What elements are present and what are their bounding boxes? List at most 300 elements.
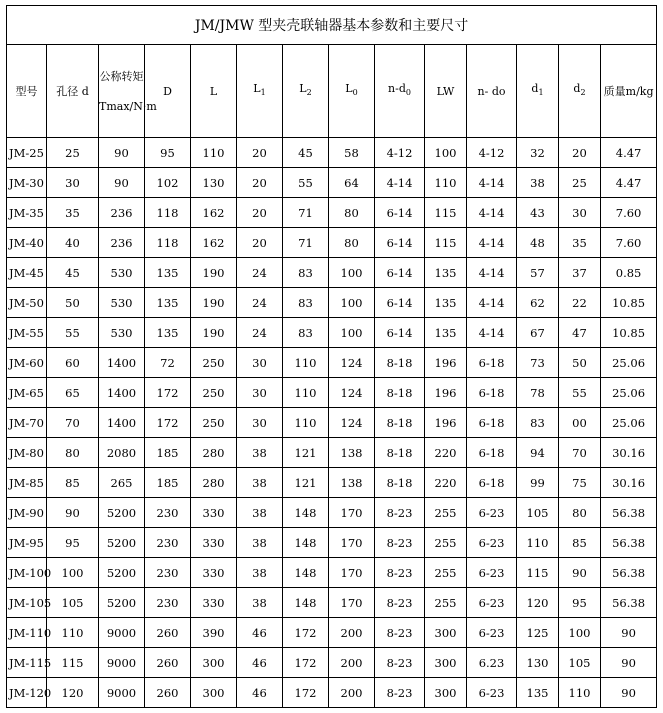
table-cell: 8-18 [375, 348, 425, 378]
table-cell: 83 [283, 288, 329, 318]
table-cell: 20 [237, 228, 283, 258]
column-header [7, 45, 47, 138]
table-cell: 135 [425, 258, 467, 288]
table-cell: 105 [517, 498, 559, 528]
table-cell: 6.23 [467, 648, 517, 678]
table-row [7, 378, 657, 408]
table-cell: 45 [47, 258, 99, 288]
table-cell: 25.06 [601, 348, 657, 378]
table-cell: 00 [559, 408, 601, 438]
table-cell: 35 [559, 228, 601, 258]
table-cell: 43 [517, 198, 559, 228]
table-cell: 135 [145, 288, 191, 318]
table-cell: 99 [517, 468, 559, 498]
table-row [7, 228, 657, 258]
table-cell: 4-14 [467, 258, 517, 288]
table-cell: 110 [559, 678, 601, 708]
table-cell: 5200 [99, 528, 145, 558]
column-header-label: d [531, 82, 539, 96]
table-cell: 190 [191, 258, 237, 288]
table-cell: 135 [425, 288, 467, 318]
table-cell: 67 [517, 318, 559, 348]
table-cell: 118 [145, 228, 191, 258]
table-cell: 138 [329, 468, 375, 498]
table-cell: 530 [99, 258, 145, 288]
table-cell: 162 [191, 198, 237, 228]
table-cell: 300 [425, 618, 467, 648]
table-cell: 105 [47, 588, 99, 618]
table-cell: 110 [283, 378, 329, 408]
table-cell: 148 [283, 588, 329, 618]
table-cell: 30 [237, 378, 283, 408]
table-cell: 24 [237, 318, 283, 348]
column-header-label: D [163, 84, 172, 98]
table-cell: 172 [283, 648, 329, 678]
table-cell: 236 [99, 198, 145, 228]
table-cell: 38 [237, 588, 283, 618]
table-cell: 280 [191, 468, 237, 498]
table-cell: 102 [145, 168, 191, 198]
table-cell: 125 [517, 618, 559, 648]
table-row [7, 198, 657, 228]
table-cell: 32 [517, 138, 559, 168]
table-cell: 9000 [99, 648, 145, 678]
table-cell: 24 [237, 258, 283, 288]
table-cell: 0.85 [601, 258, 657, 288]
table-cell: 20 [559, 138, 601, 168]
table-cell: 37 [559, 258, 601, 288]
table-cell: 55 [559, 378, 601, 408]
table-cell: 8-23 [375, 528, 425, 558]
table-cell: 172 [145, 378, 191, 408]
table-cell: 62 [517, 288, 559, 318]
table-cell: 90 [601, 648, 657, 678]
table-cell: 90 [559, 558, 601, 588]
table-cell: 260 [145, 618, 191, 648]
table-cell: 30.16 [601, 438, 657, 468]
table-cell: 6-23 [467, 528, 517, 558]
table-cell: 6-23 [467, 588, 517, 618]
table-cell: 20 [237, 138, 283, 168]
model-cell: JM-100 [7, 558, 47, 588]
table-cell: 1400 [99, 348, 145, 378]
table-cell: 148 [283, 498, 329, 528]
table-cell: 138 [329, 438, 375, 468]
table-cell: 300 [425, 648, 467, 678]
column-header-label: 公称转矩 [99, 69, 144, 83]
table-cell: 230 [145, 528, 191, 558]
model-cell: JM-45 [7, 258, 47, 288]
table-cell: 100 [329, 258, 375, 288]
table-cell: 35 [47, 198, 99, 228]
table-cell: 200 [329, 648, 375, 678]
table-cell: 83 [517, 408, 559, 438]
table-cell: 170 [329, 528, 375, 558]
table-cell: 8-18 [375, 438, 425, 468]
column-header-label: L [253, 82, 261, 96]
table-cell: 5200 [99, 588, 145, 618]
table-cell: 4-12 [375, 138, 425, 168]
table-cell: 200 [329, 618, 375, 648]
table-cell: 6-23 [467, 558, 517, 588]
table-cell: 8-23 [375, 498, 425, 528]
table-cell: 110 [47, 618, 99, 648]
model-cell: JM-30 [7, 168, 47, 198]
model-cell: JM-25 [7, 138, 47, 168]
table-cell: 90 [99, 168, 145, 198]
table-cell: 110 [517, 528, 559, 558]
column-header-label: LW [436, 84, 455, 98]
table-cell: 83 [283, 258, 329, 288]
table-row [7, 258, 657, 288]
table-row [7, 678, 657, 708]
table-cell: 190 [191, 318, 237, 348]
table-cell: 120 [517, 588, 559, 618]
table-row [7, 408, 657, 438]
table-cell: 8-18 [375, 378, 425, 408]
table-cell: 56.38 [601, 588, 657, 618]
table-cell: 130 [191, 168, 237, 198]
table-cell: 4.47 [601, 168, 657, 198]
model-cell: JM-80 [7, 438, 47, 468]
table-cell: 25 [47, 138, 99, 168]
table-cell: 58 [329, 138, 375, 168]
table-cell: 4-14 [467, 168, 517, 198]
table-cell: 85 [559, 528, 601, 558]
table-cell: 135 [145, 258, 191, 288]
table-cell: 25 [559, 168, 601, 198]
spec-document [6, 5, 657, 708]
column-header [467, 45, 517, 138]
table-cell: 70 [559, 438, 601, 468]
table-row [7, 318, 657, 348]
table-cell: 115 [47, 648, 99, 678]
table-cell: 8-18 [375, 408, 425, 438]
table-title: JM/JMW 型夹壳联轴器基本参数和主要尺寸 [7, 6, 657, 45]
table-cell: 230 [145, 498, 191, 528]
table-cell: 330 [191, 588, 237, 618]
column-header-label: L [345, 82, 353, 96]
column-header [283, 45, 329, 138]
table-cell: 10.85 [601, 288, 657, 318]
table-row [7, 468, 657, 498]
table-cell: 46 [237, 678, 283, 708]
table-cell: 71 [283, 228, 329, 258]
table-cell: 20 [237, 168, 283, 198]
table-cell: 25.06 [601, 378, 657, 408]
table-cell: 265 [99, 468, 145, 498]
table-row [7, 348, 657, 378]
column-header-label: d [573, 82, 581, 96]
table-row [7, 528, 657, 558]
column-header [47, 45, 99, 138]
column-header-label: n-d [388, 82, 406, 96]
table-cell: 8-23 [375, 618, 425, 648]
table-cell: 4-14 [467, 198, 517, 228]
table-cell: 30 [47, 168, 99, 198]
table-row [7, 558, 657, 588]
table-cell: 75 [559, 468, 601, 498]
table-cell: 47 [559, 318, 601, 348]
table-cell: 6-23 [467, 498, 517, 528]
table-cell: 255 [425, 588, 467, 618]
table-cell: 200 [329, 678, 375, 708]
table-cell: 71 [283, 198, 329, 228]
table-cell: 135 [145, 318, 191, 348]
table-cell: 135 [425, 318, 467, 348]
table-cell: 190 [191, 288, 237, 318]
table-cell: 5200 [99, 498, 145, 528]
table-cell: 55 [283, 168, 329, 198]
table-cell: 148 [283, 528, 329, 558]
model-cell: JM-85 [7, 468, 47, 498]
table-cell: 10.85 [601, 318, 657, 348]
model-cell: JM-35 [7, 198, 47, 228]
table-cell: 6-23 [467, 678, 517, 708]
table-cell: 83 [283, 318, 329, 348]
table-cell: 172 [145, 408, 191, 438]
table-cell: 530 [99, 288, 145, 318]
table-cell: 250 [191, 348, 237, 378]
column-header [237, 45, 283, 138]
coupling-spec-table [6, 5, 657, 708]
table-cell: 250 [191, 378, 237, 408]
table-cell: 56.38 [601, 498, 657, 528]
table-cell: 118 [145, 198, 191, 228]
table-cell: 100 [329, 288, 375, 318]
table-cell: 80 [559, 498, 601, 528]
table-cell: 115 [425, 198, 467, 228]
table-cell: 255 [425, 558, 467, 588]
model-cell: JM-110 [7, 618, 47, 648]
column-header [329, 45, 375, 138]
table-cell: 38 [237, 498, 283, 528]
table-cell: 65 [47, 378, 99, 408]
table-cell: 38 [517, 168, 559, 198]
model-cell: JM-70 [7, 408, 47, 438]
column-header [517, 45, 559, 138]
table-cell: 124 [329, 408, 375, 438]
table-cell: 115 [517, 558, 559, 588]
table-cell: 8-23 [375, 558, 425, 588]
table-row [7, 288, 657, 318]
table-cell: 220 [425, 438, 467, 468]
table-cell: 9000 [99, 678, 145, 708]
model-cell: JM-115 [7, 648, 47, 678]
table-row [7, 138, 657, 168]
column-header [425, 45, 467, 138]
header-row [7, 45, 657, 138]
table-cell: 95 [559, 588, 601, 618]
table-cell: 300 [425, 678, 467, 708]
table-cell: 110 [283, 408, 329, 438]
table-cell: 170 [329, 588, 375, 618]
column-header [559, 45, 601, 138]
model-cell: JM-60 [7, 348, 47, 378]
table-cell: 4-12 [467, 138, 517, 168]
table-cell: 80 [329, 228, 375, 258]
table-cell: 250 [191, 408, 237, 438]
table-cell: 185 [145, 468, 191, 498]
table-cell: 330 [191, 498, 237, 528]
table-cell: 260 [145, 678, 191, 708]
table-cell: 130 [517, 648, 559, 678]
table-cell: 121 [283, 438, 329, 468]
table-cell: 73 [517, 348, 559, 378]
table-cell: 90 [47, 498, 99, 528]
table-cell: 50 [559, 348, 601, 378]
column-header [99, 45, 157, 138]
table-cell: 300 [191, 678, 237, 708]
column-header-subscript: 2 [306, 88, 312, 98]
table-cell: 50 [47, 288, 99, 318]
table-cell: 300 [191, 648, 237, 678]
table-cell: 135 [517, 678, 559, 708]
table-cell: 9000 [99, 618, 145, 648]
table-cell: 85 [47, 468, 99, 498]
table-cell: 4-14 [375, 168, 425, 198]
table-cell: 105 [559, 648, 601, 678]
table-cell: 95 [145, 138, 191, 168]
table-cell: 330 [191, 528, 237, 558]
table-cell: 90 [601, 618, 657, 648]
table-cell: 6-14 [375, 318, 425, 348]
table-cell: 38 [237, 528, 283, 558]
table-cell: 230 [145, 558, 191, 588]
table-cell: 6-18 [467, 408, 517, 438]
table-row [7, 168, 657, 198]
table-cell: 330 [191, 558, 237, 588]
table-cell: 6-23 [467, 618, 517, 648]
table-cell: 172 [283, 678, 329, 708]
table-cell: 121 [283, 468, 329, 498]
table-cell: 110 [191, 138, 237, 168]
table-cell: 90 [601, 678, 657, 708]
table-cell: 185 [145, 438, 191, 468]
table-cell: 8-23 [375, 648, 425, 678]
column-header-unit: Tmax/N·m [99, 99, 157, 113]
table-cell: 236 [99, 228, 145, 258]
table-cell: 55 [47, 318, 99, 348]
model-cell: JM-90 [7, 498, 47, 528]
column-header [601, 45, 657, 138]
table-row [7, 588, 657, 618]
table-cell: 170 [329, 558, 375, 588]
table-cell: 7.60 [601, 198, 657, 228]
column-header-subscript: 1 [260, 88, 266, 98]
model-cell: JM-120 [7, 678, 47, 708]
table-cell: 1400 [99, 408, 145, 438]
table-cell: 38 [237, 468, 283, 498]
table-cell: 172 [283, 618, 329, 648]
table-cell: 30 [559, 198, 601, 228]
table-cell: 4.47 [601, 138, 657, 168]
table-cell: 46 [237, 618, 283, 648]
table-cell: 57 [517, 258, 559, 288]
table-cell: 60 [47, 348, 99, 378]
table-cell: 2080 [99, 438, 145, 468]
table-cell: 6-14 [375, 198, 425, 228]
table-cell: 148 [283, 558, 329, 588]
table-cell: 95 [47, 528, 99, 558]
table-row [7, 438, 657, 468]
table-cell: 45 [283, 138, 329, 168]
title-row [7, 6, 657, 45]
table-cell: 38 [237, 438, 283, 468]
model-cell: JM-55 [7, 318, 47, 348]
table-cell: 25.06 [601, 408, 657, 438]
table-cell: 110 [283, 348, 329, 378]
table-cell: 390 [191, 618, 237, 648]
column-header-subscript: 0 [352, 88, 358, 98]
table-cell: 124 [329, 378, 375, 408]
table-cell: 6-14 [375, 228, 425, 258]
column-header [145, 45, 191, 138]
table-cell: 4-14 [467, 288, 517, 318]
column-header-label: 孔径 d [56, 84, 89, 98]
column-header-subscript: 2 [580, 88, 586, 98]
table-cell: 5200 [99, 558, 145, 588]
table-cell: 530 [99, 318, 145, 348]
column-header-label: L [209, 84, 218, 98]
table-cell: 80 [329, 198, 375, 228]
table-cell: 90 [99, 138, 145, 168]
table-cell: 8-23 [375, 678, 425, 708]
table-cell: 56.38 [601, 558, 657, 588]
table-cell: 56.38 [601, 528, 657, 558]
model-cell: JM-95 [7, 528, 47, 558]
table-cell: 8-18 [375, 468, 425, 498]
table-cell: 6-18 [467, 378, 517, 408]
table-cell: 4-14 [467, 228, 517, 258]
table-cell: 6-14 [375, 288, 425, 318]
table-cell: 48 [517, 228, 559, 258]
table-cell: 6-18 [467, 348, 517, 378]
table-cell: 78 [517, 378, 559, 408]
table-cell: 100 [47, 558, 99, 588]
table-cell: 196 [425, 378, 467, 408]
table-cell: 4-14 [467, 318, 517, 348]
column-header-label: 型号 [15, 84, 38, 98]
column-header-label: L [299, 82, 307, 96]
table-cell: 40 [47, 228, 99, 258]
table-cell: 6-14 [375, 258, 425, 288]
model-cell: JM-40 [7, 228, 47, 258]
column-header [191, 45, 237, 138]
table-cell: 255 [425, 498, 467, 528]
table-cell: 7.60 [601, 228, 657, 258]
table-cell: 170 [329, 498, 375, 528]
model-cell: JM-65 [7, 378, 47, 408]
table-cell: 100 [329, 318, 375, 348]
table-cell: 46 [237, 648, 283, 678]
table-cell: 280 [191, 438, 237, 468]
table-cell: 196 [425, 408, 467, 438]
table-cell: 100 [559, 618, 601, 648]
table-cell: 70 [47, 408, 99, 438]
table-cell: 30 [237, 348, 283, 378]
table-cell: 124 [329, 348, 375, 378]
table-cell: 120 [47, 678, 99, 708]
table-cell: 30.16 [601, 468, 657, 498]
table-cell: 100 [425, 138, 467, 168]
table-row [7, 498, 657, 528]
model-cell: JM-50 [7, 288, 47, 318]
table-cell: 110 [425, 168, 467, 198]
table-cell: 72 [145, 348, 191, 378]
column-header-subscript: 0 [405, 88, 411, 98]
column-header-subscript: 1 [538, 88, 544, 98]
